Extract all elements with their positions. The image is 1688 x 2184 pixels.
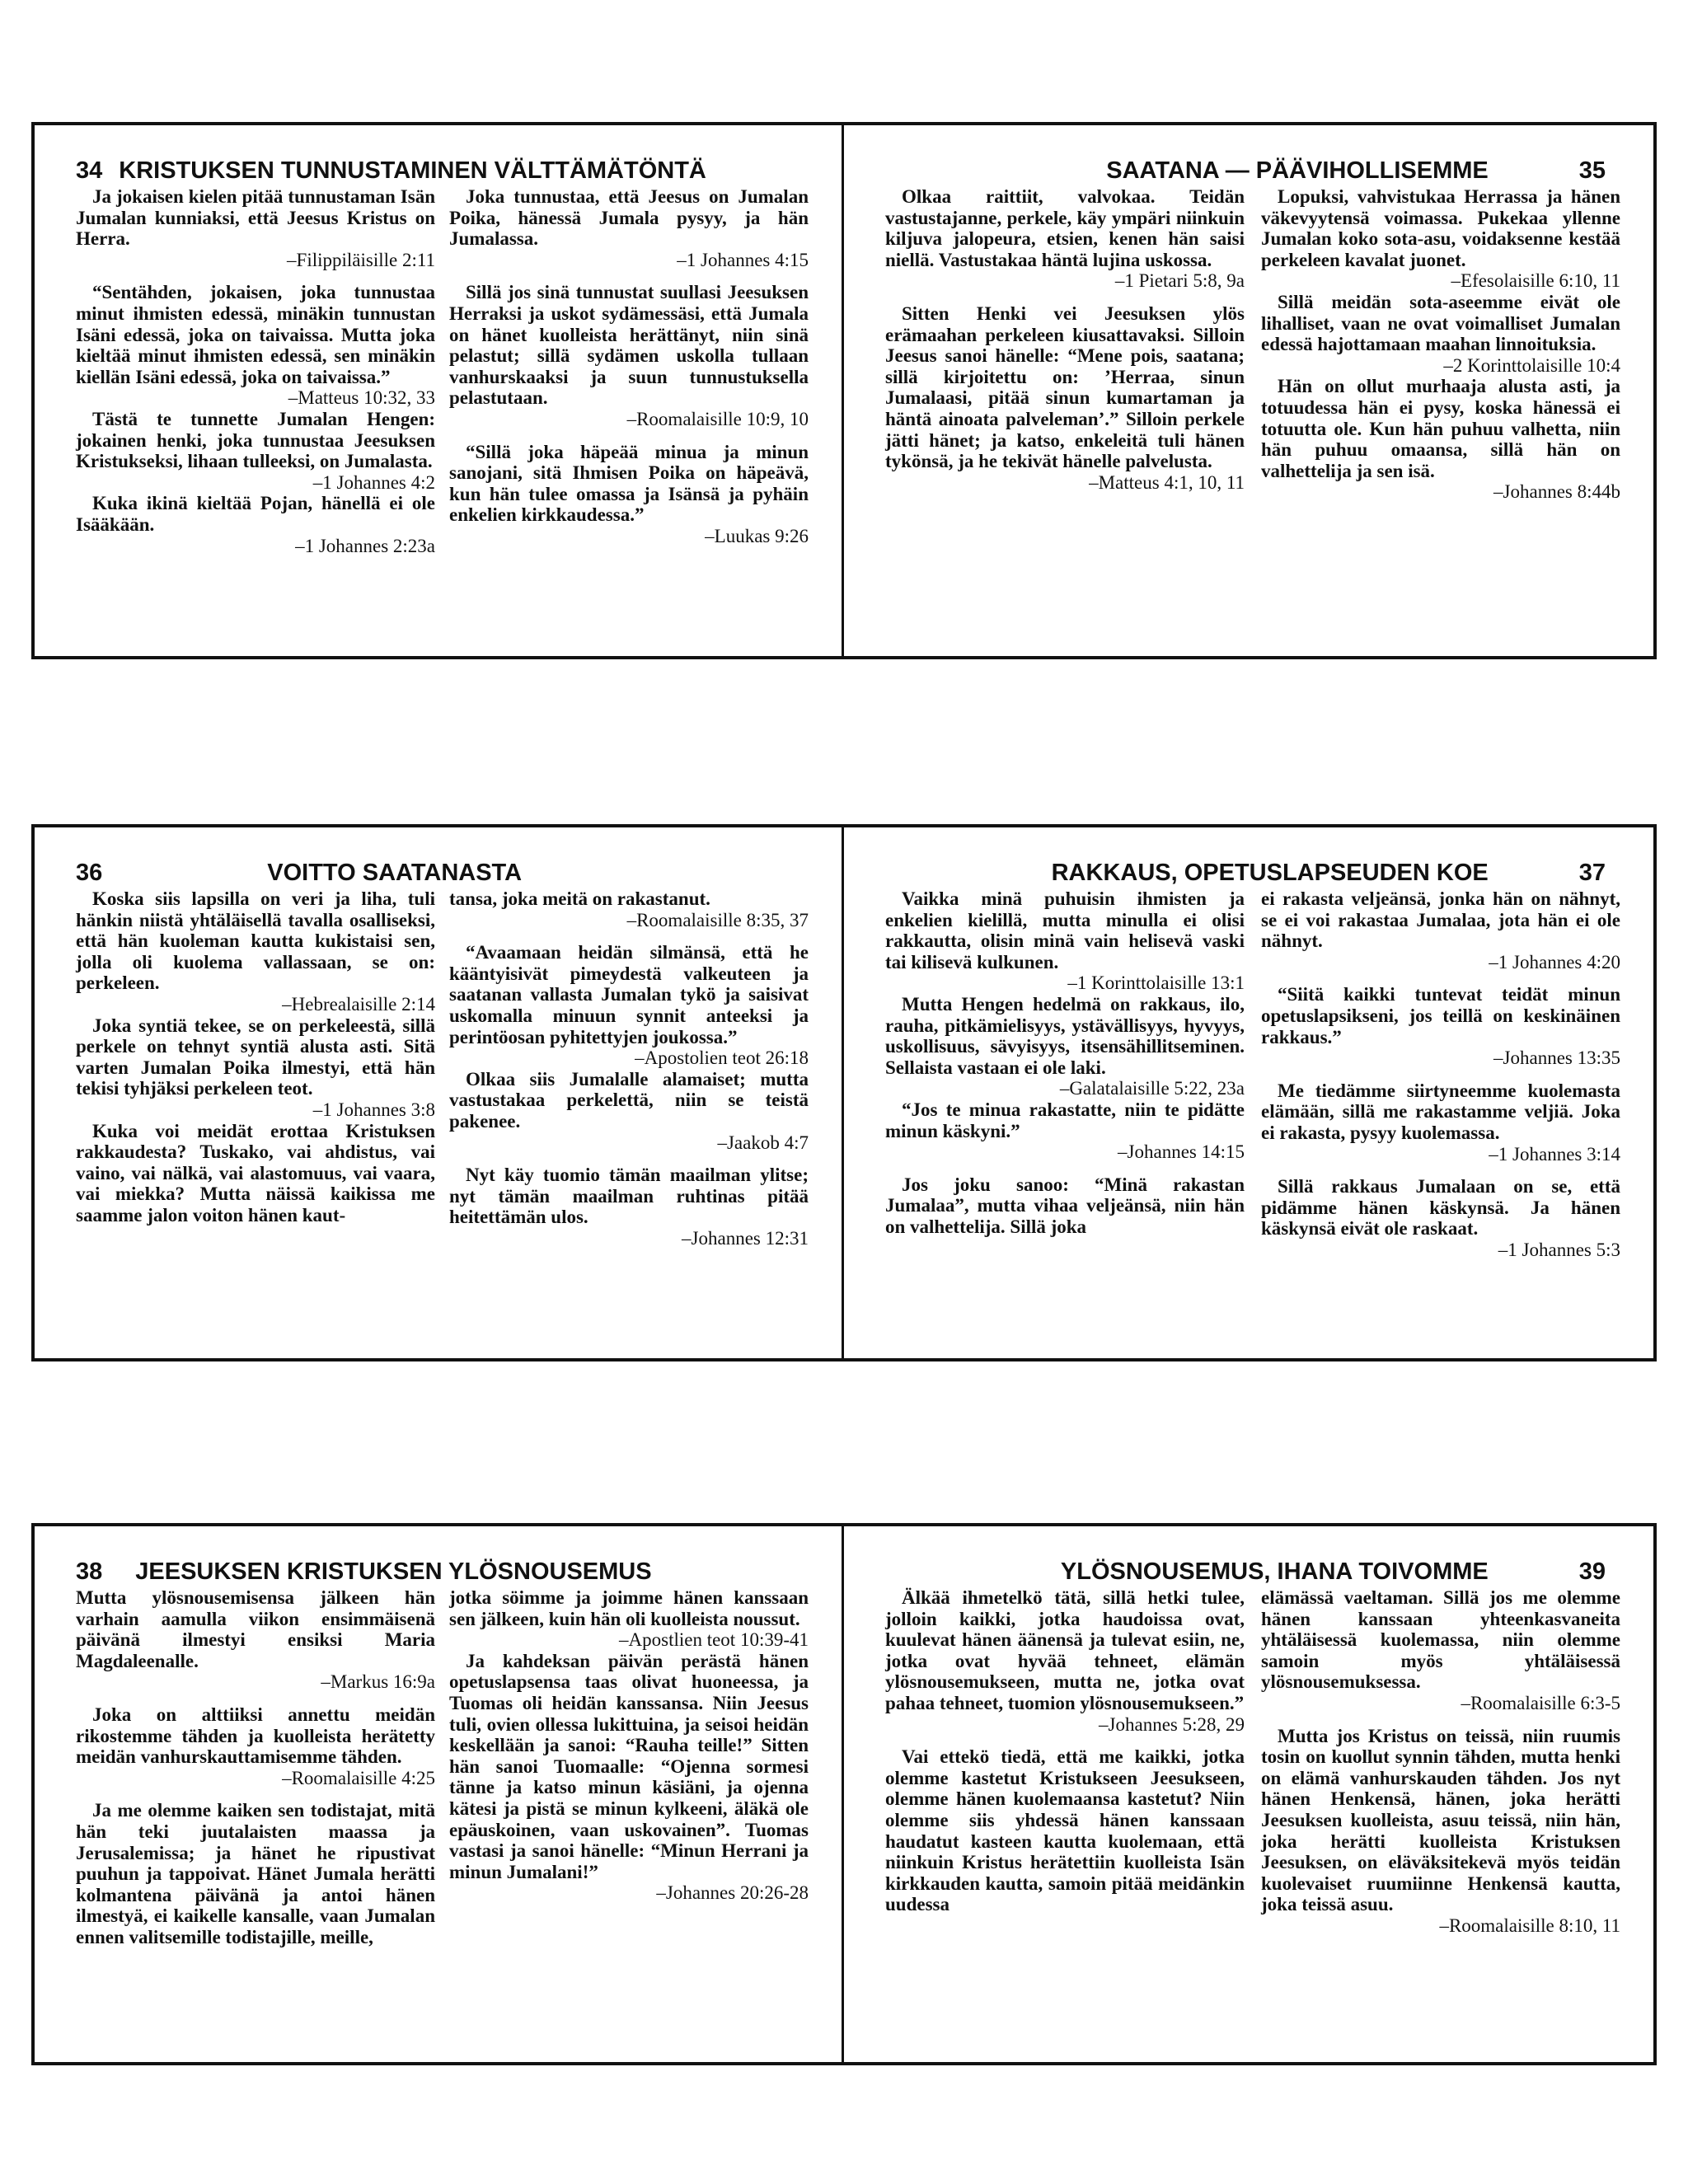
verse: Sillä rakkaus Jumalaan on se, että pidämme hänen käskynsä. Ja hänen käskynsä eivät ole raskaat.: [1261, 1176, 1620, 1240]
verse-ref: –Galatalaisille 5:22, 23a: [1059, 1078, 1245, 1099]
verse-ref: –Johannes 12:31: [682, 1227, 809, 1249]
verse: “Jos te minua rakastatte, niin te pidätte minun käskyni.”: [885, 1099, 1245, 1141]
verse: “Avaamaan heidän silmänsä, että he kääntyisivät pimeydestä valkeuteen ja saatanan vallasta Jumalan tykö ja saisivat uskomalla minuun synnit anteeksi ja perintöosan pyhitettyjen joukossa.”: [449, 942, 809, 1047]
verse: Joka on alttiiksi annettu meidän rikostemme tähden ja kuolleista herätetty meidän vanhurskauttamisemme tähden.: [76, 1704, 435, 1768]
page-36: [35, 827, 844, 1358]
verse: Joka tunnustaa, että Jeesus on Jumalan Poika, hänessä Jumala pysyy, ja hän Jumalassa.: [449, 186, 809, 250]
page-title: JEESUKSEN KRISTUKSEN YLÖSNOUSEMUS: [135, 1558, 652, 1585]
verse-ref: –Matteus 10:32, 33: [288, 387, 435, 409]
page-number: 35: [1578, 157, 1606, 184]
verse: Ja kahdeksan päivän perästä hänen opetuslapsensa taas olivat huoneessa, ja Tuomas oli heidän kanssansa. Niin Jeesus tuli, ovien ollessa lukittuina, ja seisoi heidän keskellään ja sanoi: “Rauha teille!” Sitten hän sanoi Tuomaalle: “Ojenna sormesi tänne ja katso minun käsiäni, ja ojenna kätesi ja pistä se minun kylkeeni, äläkä ole epäuskoinen, vaan uskovainen”. Tuomas vastasi ja sanoi hänelle: “Minun Herrani ja minun Jumalani!”: [449, 1650, 809, 1882]
verse: “Sentähden, jokaisen, joka tunnustaa minut ihmisten edessä, minäkin tunnustan Isäni edessä, joka on taivaissa. Mutta joka kieltää minut ihmisten edessä, sen minäkin kiellän Isäni edessä, joka on taivaissa.”: [76, 282, 435, 387]
verse: Kuka voi meidät erottaa Kristuksen rakkaudesta? Tuskako, vai ahdistus, vai vaino, vai nälkä, vai alastomuus, vai vaara, vai miekka? Mutta näissä kaikissa me saamme jalon voiton hänen kaut-: [76, 1120, 435, 1226]
verse: Vai ettekö tiedä, että me kaikki, jotka olemme kastetut Kristukseen Jeesukseen, olemme hänen kuolemaansa kastetut? Niin olemme siis yhdessä hänen kanssaan haudatut kasteen kautta kuolemaan, että niinkuin Kristus herätettiin kuolleista Isän kirkkauden kautta, samoin pitää meidänkin uudessa: [885, 1746, 1245, 1915]
verse: Lopuksi, vahvistukaa Herrassa ja hänen väkevyytensä voimassa. Pukekaa yllenne Jumalan koko sota-asu, voidaksenne kestää perkeleen kavalat juonet.: [1261, 186, 1620, 270]
verse-ref: –Filippiläisille 2:11: [287, 249, 435, 270]
verse-ref: –Efesolaisille 6:10, 11: [1451, 270, 1620, 292]
verse-ref: –Jaakob 4:7: [717, 1132, 809, 1153]
verse: Mutta Hengen hedelmä on rakkaus, ilo, rauha, pitkämielisyys, ystävällisyys, hyvyys, uskollisuus, sävyisyys, itsensähillitseminen. Sellaista vastaan ei ole laki.: [885, 993, 1245, 1078]
verse: Mutta ylösnousemisensa jälkeen hän varhain aamulla viikon ensimmäisenä päivänä ilmestyi ensiksi Maria Magdaleenalle.: [76, 1587, 435, 1671]
verse-ref: –1 Johannes 4:15: [677, 249, 809, 270]
verse-ref: –Apostlien teot 10:39-41: [619, 1629, 809, 1651]
page-header: [877, 859, 1620, 887]
verse-ref: –Roomalaisille 4:25: [282, 1767, 435, 1788]
column-1: [885, 888, 1245, 1261]
page-header: [76, 1558, 809, 1586]
verse: Tästä te tunnette Jumalan Hengen: jokainen henki, joka tunnustaa Jeesuksen Kristukseksi, lihaan tulleeksi, on Jumalasta.: [76, 408, 435, 472]
page-columns: [877, 186, 1620, 503]
column-1: [885, 186, 1245, 503]
page-header: [76, 859, 809, 887]
column-1: [76, 888, 435, 1249]
column-1: [76, 186, 435, 556]
verse: Nyt käy tuomio tämän maailman ylitse; nyt tämän maailman ruhtinas pitää heitettämän ulos.: [449, 1165, 809, 1228]
verse-ref: –1 Pietari 5:8, 9a: [1114, 270, 1245, 292]
verse: Hän on ollut murhaaja alusta asti, ja totuudessa hän ei pysy, koska hänessä ei totuutta ole. Kun hän puhuu valhetta, niin hän puhuu omaansa, sillä hän on valhettelija ja sen isä.: [1261, 376, 1620, 481]
verse-ref: –Markus 16:9a: [321, 1671, 435, 1693]
verse-ref: –1 Johannes 3:8: [312, 1099, 435, 1120]
page-number: 36: [76, 860, 103, 886]
verse: Me tiedämme siirtyneemme kuolemasta elämään, sillä me rakastamme veljiä. Joka ei rakasta, pysyy kuolemassa.: [1261, 1080, 1620, 1143]
verse-ref: –Johannes 14:15: [1118, 1141, 1245, 1163]
page-title: SAATANA — PÄÄVIHOLLISEMME: [1106, 157, 1489, 184]
verse-ref: –Johannes 20:26-28: [656, 1882, 809, 1904]
page-columns: [877, 888, 1620, 1261]
page-title: RAKKAUS, OPETUSLAPSEUDEN KOE: [1051, 860, 1489, 886]
page-number: 37: [1578, 860, 1606, 886]
page-number: 34: [76, 157, 103, 184]
verse: Kuka ikinä kieltää Pojan, hänellä ei ole Isääkään.: [76, 493, 435, 535]
verse: jotka söimme ja joimme hänen kanssaan sen jälkeen, kuin hän oli kuolleista noussut.: [449, 1587, 809, 1629]
page-columns: [68, 888, 809, 1249]
verse-ref: –Luukas 9:26: [705, 525, 809, 546]
column-2: [1261, 888, 1620, 1261]
verse-ref: –Matteus 4:1, 10, 11: [1089, 471, 1245, 493]
verse-ref: –1 Johannes 5:3: [1498, 1239, 1620, 1260]
page-38: [35, 1526, 844, 2062]
verse: Olkaa raittiit, valvokaa. Teidän vastustajanne, perkele, käy ympäri niinkuin kiljuva jalopeura, etsien, kenen hän saisi niellä. Vastustakaa häntä lujina uskossa.: [885, 186, 1245, 270]
verse: tansa, joka meitä on rakastanut.: [449, 888, 710, 909]
column-2: [449, 186, 809, 556]
page-39: [844, 1526, 1653, 2062]
verse: ei rakasta veljeänsä, jonka hän on nähnyt, se ei voi rakastaa Jumalaa, jota hän ei ole nähnyt.: [1261, 888, 1620, 952]
verse-ref: –Apostolien teot 26:18: [635, 1047, 809, 1069]
verse: “Siitä kaikki tuntevat teidät minun opetuslapsikseni, jos teillä on keskinäinen rakkaus.”: [1261, 984, 1620, 1047]
verse: Älkää ihmetelkö tätä, sillä hetki tulee, jolloin kaikki, jotka haudoissa ovat, kuulevat hänen äänensä ja tulevat esiin, ne, jotka ovat hyvää tehneet, elämän ylösnousemukseen, mutta ne, jotka ovat pahaa tehneet, tuomion ylösnousemukseen.”: [885, 1587, 1245, 1713]
column-2: [449, 1587, 809, 1948]
column-2: [1261, 186, 1620, 503]
spread-36-37: [31, 824, 1657, 1361]
verse: Olkaa siis Jumalalle alamaiset; mutta vastustakaa perkelettä, niin se teistä pakenee.: [449, 1068, 809, 1132]
verse: Sillä jos sinä tunnustat suullasi Jeesuksen Herraksi ja uskot sydämessäsi, että Jumala on hänet kuolleista herättänyt, niin sinä pelastut; sillä sydämen uskolla tullaan vanhurskaaksi ja suun tunnustuksella pelastutaan.: [449, 282, 809, 409]
page-title: VOITTO SAATANASTA: [267, 860, 523, 886]
page-34: [35, 125, 844, 656]
verse-ref: –1 Johannes 3:14: [1489, 1143, 1620, 1165]
verse: Jos joku sanoo: “Minä rakastan Jumalaa”, mutta vihaa veljeänsä, niin hän on valhettelija. Sillä joka: [885, 1174, 1245, 1237]
spread-38-39: [31, 1523, 1657, 2065]
page-header: [76, 157, 809, 185]
verse-ref: –Hebrealaisille 2:14: [282, 993, 435, 1015]
verse-ref: –1 Johannes 2:23a: [295, 535, 435, 556]
page-columns: [68, 1587, 809, 1948]
verse: Ja jokaisen kielen pitää tunnustaman Isän Jumalan kunniaksi, että Jeesus Kristus on Herra.: [76, 186, 435, 250]
verse-ref: –Roomalaisille 8:10, 11: [1439, 1915, 1620, 1936]
verse: Ja me olemme kaiken sen todistajat, mitä hän teki juutalaisten maassa ja Jerusalemissa; ja hänet he ripustivat puuhun ja tappoivat. Hänet Jumala herätti kolmantena päivänä ja antoi hänen ilmestyä, ei kaikelle kansalle, vaan Jumalan ennen valitsemille todistajille, meille,: [76, 1800, 435, 1947]
verse: Mutta jos Kristus on teissä, niin ruumis tosin on kuollut synnin tähden, mutta henki on elämä vanhurskauden tähden. Jos nyt hänen Henkensä, hänen, joka herätti Jeesuksen kuolleista, asuu teissä, niin hän, joka herätti kuolleista Kristuksen Jeesuksen, on eläväksitekevä myös teidän kuolevaiset ruumiinne Henkensä kautta, joka teissä asuu.: [1261, 1725, 1620, 1915]
page-37: [844, 827, 1653, 1358]
verse-ref: –Johannes 5:28, 29: [1099, 1713, 1245, 1735]
page-title: KRISTUKSEN TUNNUSTAMINEN VÄLTTÄMÄTÖNTÄ: [119, 157, 706, 184]
verse: Sillä meidän sota-aseemme eivät ole lihalliset, vaan ne ovat voimalliset Jumalan edessä hajottamaan maahan linnoituksia.: [1261, 291, 1620, 355]
column-2: [1261, 1587, 1620, 1937]
page-header: [877, 157, 1620, 185]
verse-ref: –Johannes 8:44b: [1493, 481, 1620, 503]
page-35: [844, 125, 1653, 656]
verse: Sitten Henki vei Jeesuksen ylös erämaahan perkeleen kiusattavaksi. Silloin Jeesus sanoi hänelle: “Mene pois, saatana; sillä kirjoitettu on: ’Herraa, sinun Jumalaasi, pitää sinun kumartaman ja häntä ainoata palveleman’.” Silloin perkele jätti hänet; ja katso, enkeleitä tuli hänen tykönsä, ja he tekivät hänelle palvelusta.: [885, 302, 1245, 472]
verse: Joka syntiä tekee, se on perkeleestä, sillä perkele on tehnyt syntiä alusta asti. Sitä varten Jumalan Poika ilmestyi, että hän tekisi tyhjäksi perkeleen teot.: [76, 1015, 435, 1099]
verse-ref: –2 Korinttolaisille 10:4: [1443, 354, 1620, 376]
page-number: 38: [76, 1558, 103, 1585]
page-columns: [877, 1587, 1620, 1937]
verse-ref: –1 Korinttolaisille 13:1: [1067, 972, 1245, 994]
page-number: 39: [1578, 1558, 1606, 1585]
column-1: [76, 1587, 435, 1948]
page-columns: [68, 186, 809, 556]
verse: elämässä vaeltaman. Sillä jos me olemme hänen kanssaan yhteenkasvaneita yhtäläisessä kuolemassa, niin olemme samoin myös yhtäläisessä ylösnousemuksessa.: [1261, 1587, 1620, 1693]
column-2: [449, 888, 809, 1249]
page-title: YLÖSNOUSEMUS, IHANA TOIVOMME: [1060, 1558, 1489, 1585]
spread-34-35: [31, 122, 1657, 659]
verse-ref: –1 Johannes 4:20: [1489, 951, 1620, 972]
verse: Koska siis lapsilla on veri ja liha, tuli hänkin niistä yhtäläisellä tavalla osalliseksi, että hän kuoleman kautta kukistaisi sen, jolla oli kuolema vallassaan, se on: perkeleen.: [76, 888, 435, 994]
page-header: [877, 1558, 1620, 1586]
verse-ref: –1 Johannes 4:2: [312, 471, 435, 493]
column-1: [885, 1587, 1245, 1937]
verse: “Sillä joka häpeää minua ja minun sanojani, sitä Ihmisen Poika on häpeävä, kun hän tulee omassa ja Isänsä ja pyhäin enkelien kirkkaudessa.”: [449, 441, 809, 526]
verse-ref: –Johannes 13:35: [1493, 1047, 1620, 1069]
verse-ref: –Roomalaisille 6:3-5: [1461, 1692, 1620, 1713]
verse-ref: –Roomalaisille 8:35, 37: [626, 909, 809, 930]
verse-ref: –Roomalaisille 10:9, 10: [626, 408, 809, 429]
verse: Vaikka minä puhuisin ihmisten ja enkelien kielillä, mutta minulla ei olisi rakkautta, olisin minä vain helisevä vaski tai kilisevä kulkunen.: [885, 888, 1245, 972]
